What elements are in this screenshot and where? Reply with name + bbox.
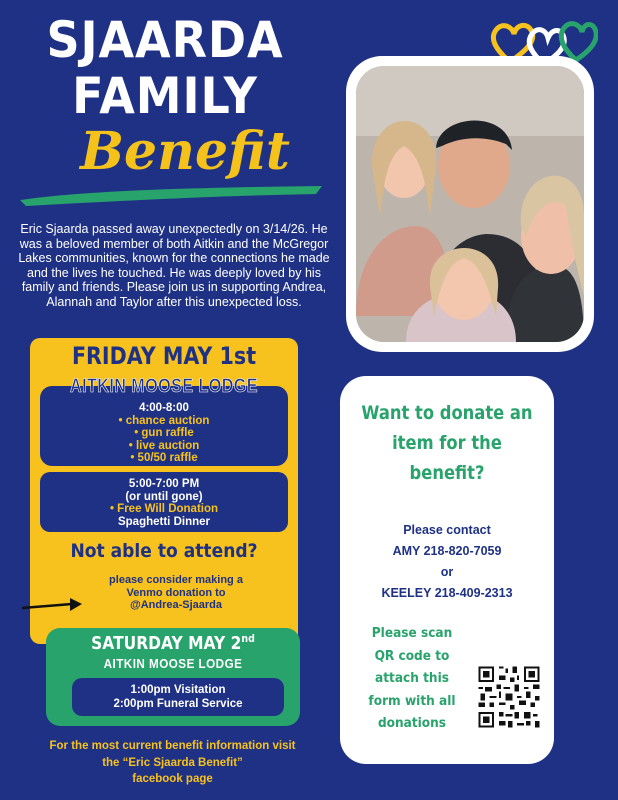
scan-instructions: Please scan QR code to attach this form with all donations — [368, 625, 456, 731]
title-line-1: SJAARDA — [46, 11, 284, 69]
friday-auction-box — [40, 386, 288, 466]
friday-block1-item: • chance auction — [118, 414, 210, 427]
contact-line: or — [440, 565, 454, 579]
saturday-heading: SATURDAY MAY 2nd — [91, 632, 255, 654]
intro-paragraph: Eric Sjaarda passed away unexpectedly on 3/14/26. He was a beloved member of both Aitkin and the McGregor Lakes communities, known for the connections he made and the lives he touched. He was deeply loved by his family and friends. Please join us in supporting Andrea, Alannah and Taylor after this unexpected loss. — [18, 222, 330, 309]
saturday-schedule-box — [72, 678, 284, 716]
venmo-line: please consider making a — [109, 574, 243, 586]
footer-line: facebook page — [132, 773, 213, 785]
friday-block2-note: (or until gone) — [125, 490, 203, 503]
title-script: Benefit — [80, 121, 290, 182]
friday-block2-time: 5:00-7:00 PM — [128, 478, 200, 490]
family-photo — [356, 66, 584, 342]
saturday-venue: AITKIN MOOSE LODGE — [103, 656, 243, 671]
saturday-item: 2:00pm Funeral Service — [113, 698, 243, 710]
venmo-line: Venmo donation to — [126, 586, 226, 599]
donate-heading: Want to donate an item for the benefit? — [361, 402, 533, 484]
friday-block1-time: 4:00-8:00 — [139, 402, 189, 414]
friday-block2-item: Spaghetti Dinner — [117, 515, 210, 528]
friday-block2-item: • Free Will Donation — [109, 503, 219, 516]
venmo-text — [86, 574, 266, 612]
footer-text — [20, 738, 325, 788]
friday-dinner-box — [40, 472, 288, 532]
contact-keeley: KEELEY 218-409-2313 — [381, 586, 513, 600]
friday-block1-item: • live auction — [128, 439, 200, 452]
saturday-item: 1:00pm Visitation — [130, 684, 226, 696]
friday-block1-item: • 50/50 raffle — [130, 452, 198, 465]
arrow-right-icon — [20, 596, 84, 616]
footer-line: For the most current benefit information visit — [49, 740, 296, 752]
brush-stroke-decoration — [16, 184, 326, 206]
friday-venue: AITKIN MOOSE LODGE — [69, 376, 259, 397]
contact-info — [340, 520, 554, 604]
friday-block1-item: • gun raffle — [134, 427, 194, 440]
qr-code[interactable] — [476, 664, 542, 730]
not-attend-heading: Not able to attend? — [70, 540, 258, 562]
title-line-2: FAMILY — [72, 67, 258, 125]
contact-line: Please contact — [403, 523, 491, 537]
contact-amy: AMY 218-820-7059 — [392, 544, 502, 558]
friday-heading: FRIDAY MAY 1st — [71, 342, 257, 370]
venmo-handle: @Andrea-Sjaarda — [129, 599, 223, 611]
footer-line: the “Eric Sjaarda Benefit” — [102, 756, 243, 769]
